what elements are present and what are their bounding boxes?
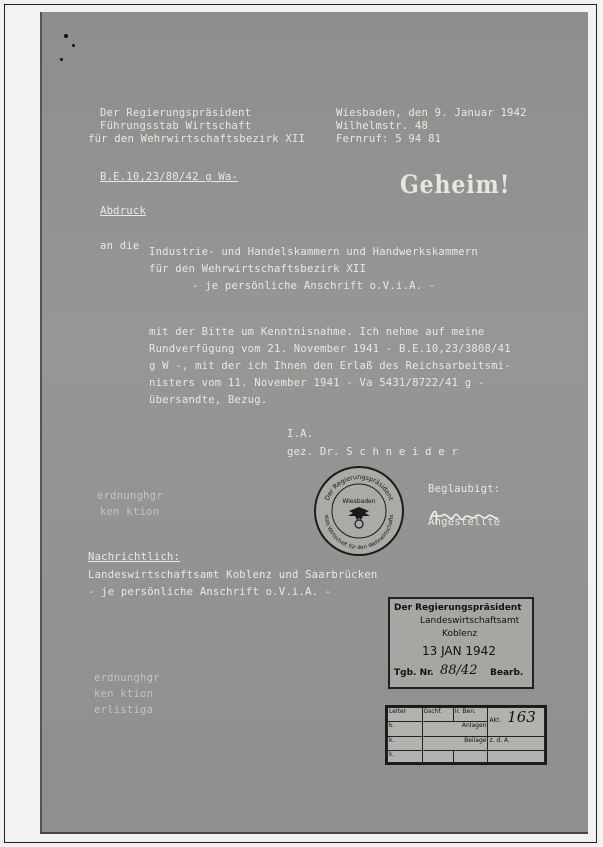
body-line: übersandte, Bezug.	[149, 394, 268, 406]
recipient-line-1: Industrie- und Handelskammern und Handwerkskammern	[149, 246, 478, 258]
body-line: Rundverfügung vom 21. November 1941 - B.E.10,23/3808/41	[149, 343, 511, 355]
routing-table	[387, 707, 545, 763]
sender-line-3: für den Wehrwirtschaftsbezirk XII	[88, 133, 306, 145]
body-line: mit der Bitte um Kenntnisnahme. Ich nehme auf meine	[149, 326, 485, 338]
certification-label: Beglaubigt:	[428, 483, 501, 495]
receipt-stamp	[388, 597, 534, 689]
sender-line-2: Führungsstab Wirtschaft	[100, 120, 252, 132]
receipt-date: 13 JAN 1942	[422, 644, 496, 658]
routing-empty-cell	[488, 750, 545, 762]
recipient-line-2: für den Wehrwirtschaftsbezirk XII	[149, 263, 367, 275]
sender-line-1: Der Regierungspräsident	[100, 107, 252, 119]
certification-role: Angestellte	[428, 516, 501, 528]
seal-top-text: Der Regierungspräsident	[322, 472, 396, 502]
body-line: g W -, mit der ich Ihnen den Erlaß des Reichsarbeitsmi-	[149, 360, 511, 372]
notice-label: Nachrichtlich:	[88, 551, 181, 563]
handwritten-number: 163	[507, 708, 536, 726]
phone: Fernruf: 5 94 81	[336, 133, 442, 145]
routing-label: Beilage	[422, 736, 488, 750]
routing-header: Akt.	[489, 717, 502, 724]
recipient-line-3: - je persönliche Anschrift o.V.i.A. -	[192, 280, 436, 292]
ghost-text: erlistiga	[94, 704, 154, 716]
tgb-number: 88/42	[440, 663, 478, 678]
copy-label: Abdruck	[100, 205, 147, 217]
routing-mark: k.	[388, 736, 423, 750]
seal-bottom-text: stab Wirtschaft für den Wehrwirtschafts	[322, 514, 396, 552]
classification-stamp: Geheim!	[400, 170, 511, 199]
ghost-text: ken ktion	[100, 506, 160, 518]
address: Wilhelmstr. 48	[336, 120, 429, 132]
punch-mark	[64, 34, 68, 38]
routing-value: z. d. A.	[488, 736, 545, 750]
notice-line-2: - je persönliche Anschrift o.V.i.A. -	[88, 586, 332, 598]
routing-mark: k.	[388, 722, 423, 736]
punch-mark	[60, 58, 63, 61]
tgb-label: Tgb. Nr.	[394, 668, 434, 678]
routing-empty-cell	[453, 750, 488, 762]
routing-header: Ir. Ben.	[453, 708, 488, 722]
bearb-label: Bearb.	[490, 668, 524, 678]
ghost-text: ken ktion	[94, 688, 154, 700]
receipt-line-3: Koblenz	[442, 629, 478, 639]
routing-label: Anlagen	[422, 722, 488, 736]
place-date: Wiesbaden, den 9. Januar 1942	[336, 107, 527, 119]
notice-line-1: Landeswirtschaftsamt Koblenz und Saarbrücken	[88, 569, 378, 581]
signature-ia: I.A.	[287, 428, 314, 440]
routing-header: Leiter	[388, 708, 423, 722]
receipt-title: Der Regierungspräsident	[394, 603, 522, 613]
signature-name: gez. Dr. S c h n e i d e r	[287, 446, 459, 458]
reference-number: B.E.10,23/80/42 g Wa-	[100, 171, 239, 183]
official-seal	[313, 465, 405, 557]
routing-mark: k.	[388, 750, 423, 762]
ghost-text: erdnunghgr	[97, 490, 163, 502]
routing-akt-cell	[488, 708, 545, 737]
receipt-line-2: Landeswirtschaftsamt	[420, 616, 520, 626]
to-label: an die	[100, 240, 140, 252]
routing-stamp	[385, 705, 547, 765]
document-sheet	[40, 12, 588, 834]
ghost-text: erdnunghgr	[94, 672, 160, 684]
punch-mark	[72, 44, 75, 47]
seal-city: Wiesbaden	[342, 498, 376, 505]
routing-empty-cell	[422, 750, 453, 762]
routing-header: Gschf.	[422, 708, 453, 722]
body-line: nisters vom 11. November 1941 - Va 5431/8722/41 g -	[149, 377, 485, 389]
